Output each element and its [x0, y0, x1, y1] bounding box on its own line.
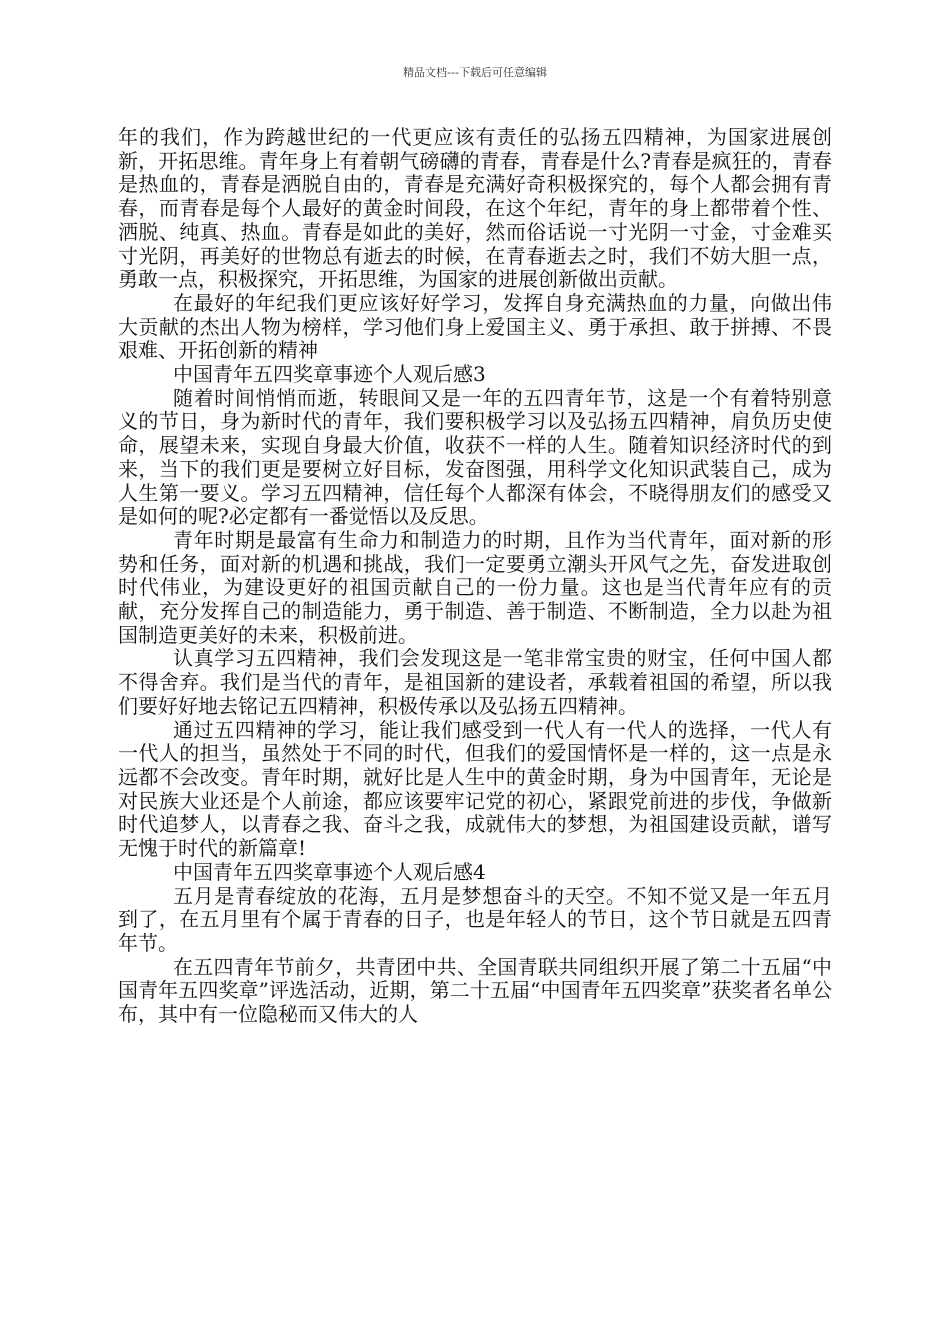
section-title: 中国青年五四奖章事迹个人观后感4	[173, 859, 486, 884]
paragraph-continuation: 年的我们，作为跨越世纪的一代更应该有责任的弘扬五四精神，为国家进展创新，开拓思维。青年身上有着朝气磅礴的青春，青春是什么?青春是疯狂的，青春是热血的，青春是洒脱自由的，青春是充满好奇积极探究的，每个人都会拥有青春，而青春是每个人最好的黄金时间段，在这个年纪，青年的身上都带着个性、洒脱、纯真、热血。青春是如此的美好，然而俗话说一寸光阴一寸金，寸金难买寸光阴，再美好的世物总有逝去的时候，在青春逝去之时，我们不妨大胆一点，勇敢一点，积极探究，开拓思维，为国家的进展创新做出贡献。	[118, 125, 832, 292]
paragraph: 通过五四精神的学习，能让我们感受到一代人有一代人的选择，一代人有一代人的担当，虽然处于不同的时代，但我们的爱国情怀是一样的，这一点是永远都不会改变。青年时期，就好比是人生中的黄金时期，身为中国青年，无论是对民族大业还是个人前途，都应该要牢记党的初心，紧跟党前进的步伐，争做新时代追梦人，以青春之我、奋斗之我，成就伟大的梦想，为祖国建设贡献，谱写无愧于时代的新篇章!	[118, 717, 832, 861]
paragraph: 认真学习五四精神，我们会发现这是一笔非常宝贵的财宝，任何中国人都不得舍弃。我们是当代的青年，是祖国新的建设者，承载着祖国的希望，所以我们要好好地去铭记五四精神，积极传承以及弘扬五四精神。	[118, 646, 832, 718]
section-title: 中国青年五四奖章事迹个人观后感3	[173, 362, 486, 387]
paragraph: 五月是青春绽放的花海，五月是梦想奋斗的天空。不知不觉又是一年五月到了，在五月里有个属于青春的日子，也是年轻人的节日，这个节日就是五四青年节。	[118, 883, 832, 955]
paragraph: 在五四青年节前夕，共青团中共、全国青联共同组织开展了第二十五届“中国青年五四奖章”评选活动，近期，第二十五届“中国青年五四奖章”获奖者名单公布，其中有一位隐秘而又伟大的人	[118, 954, 832, 1027]
paragraph: 青年时期是最富有生命力和制造力的时期，且作为当代青年，面对新的形势和任务，面对新的机遇和挑战，我们一定要勇立潮头开风气之先，奋发进取创时代伟业，为建设更好的祖国贡献自己的一份力量。这也是当代青年应有的贡献，充分发挥自己的制造能力，勇于制造、善于制造、不断制造，全力以赴为祖国制造更美好的未来，积极前进。	[118, 527, 832, 647]
paragraph: 在最好的年纪我们更应该好好学习，发挥自身充满热血的力量，向做出伟大贡献的杰出人物为榜样，学习他们身上爱国主义、勇于承担、敢于拼搏、不畏艰难、开拓创新的精神	[118, 290, 832, 363]
paragraph: 随着时间悄悄而逝，转眼间又是一年的五四青年节，这是一个有着特别意义的节日，身为新时代的青年，我们要积极学习以及弘扬五四精神，肩负历史使命，展望未来，实现自身最大价值，收获不一样的人生。随着知识经济时代的到来，当下的我们更是要树立好目标，发奋图强，用科学文化知识武装自己，成为人生第一要义。学习五四精神，信任每个人都深有体会，不晓得朋友们的感受又是如何的呢?必定都有一番觉悟以及反思。	[118, 385, 832, 529]
document-body	[118, 126, 832, 1027]
page-header: 精品文档---下载后可任意编辑	[403, 66, 547, 79]
